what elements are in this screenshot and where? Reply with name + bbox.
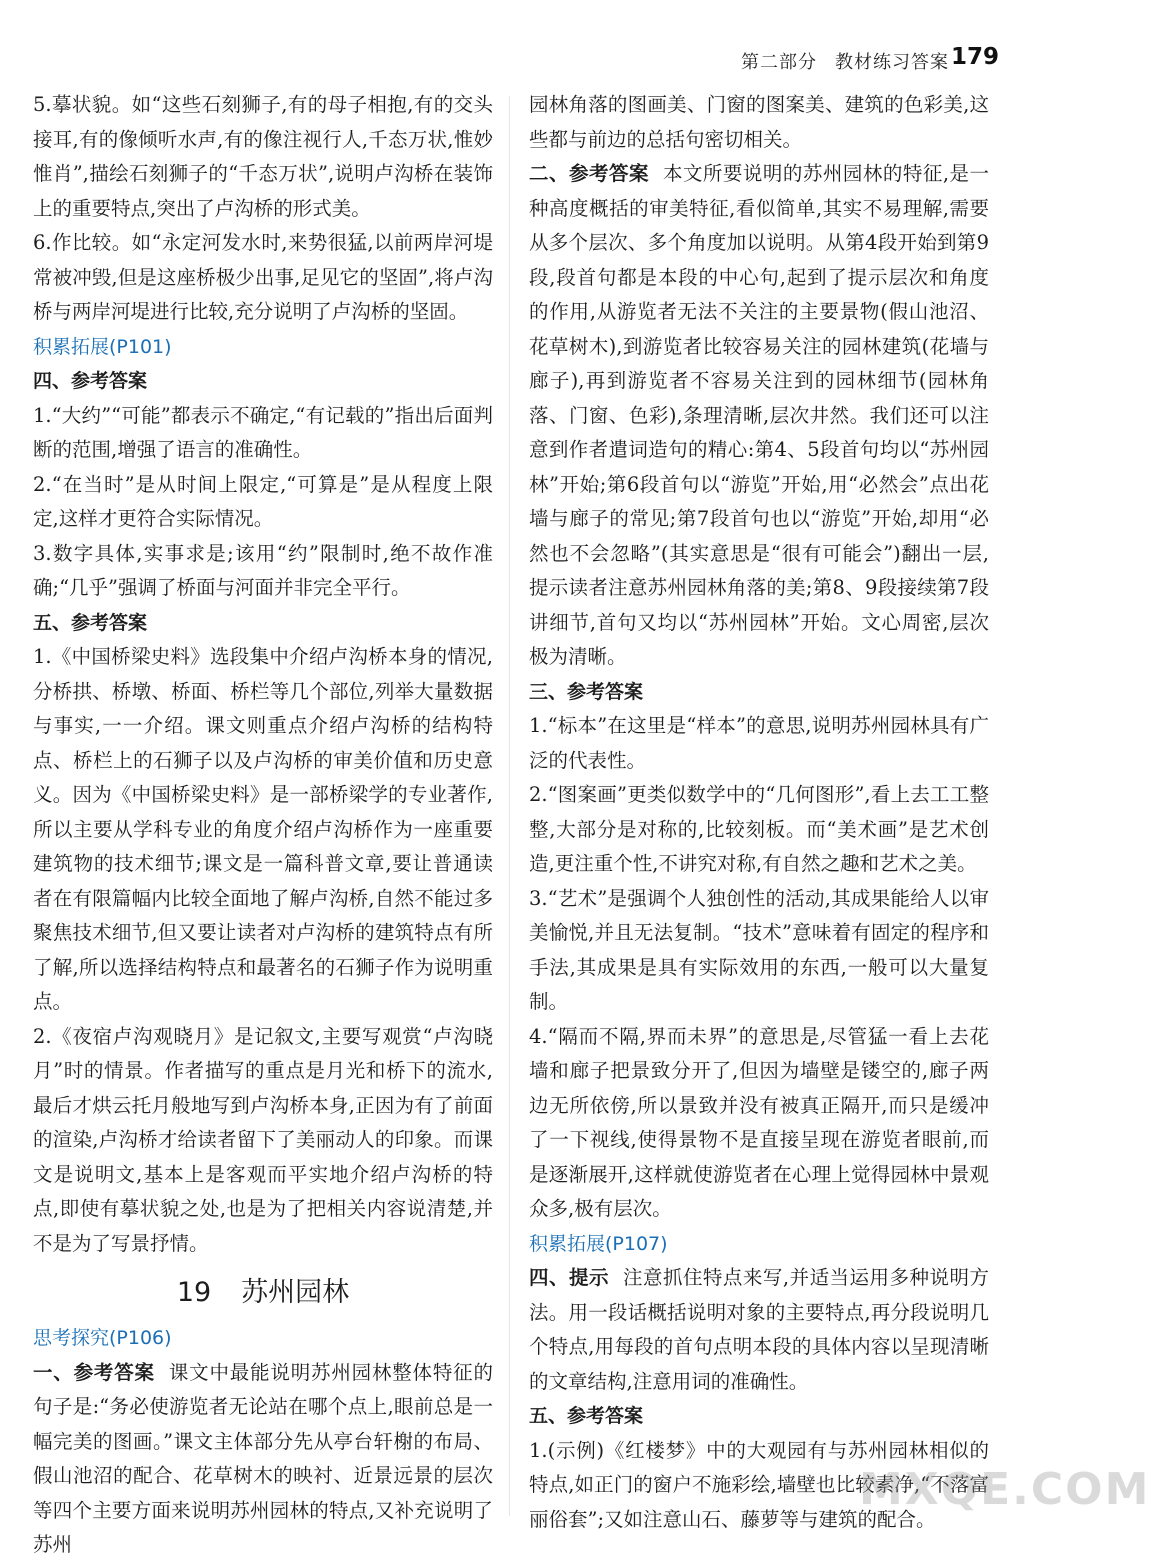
paragraph: 3.数字具体,实事求是;该用“约”限制时,绝不故作准确;“几乎”强调了桥面与河面并非完全平行。	[33, 541, 493, 599]
answer-heading: 一、参考答案	[33, 1360, 155, 1384]
paragraph: 5.摹状貌。如“这些石刻狮子,有的母子相抱,有的交头接耳,有的像倾听水声,有的像注视行人,千态万状,惟妙惟肖”,描绘石刻狮子的“千态万状”,说明卢沟桥在装饰上的重要特点,突出了卢沟桥的形式美。	[33, 93, 493, 220]
paragraph: 1.“标本”在这里是“样本”的意思,说明苏州园林具有广泛的代表性。	[529, 714, 989, 772]
paragraph	[33, 1356, 493, 1563]
paragraph	[529, 157, 989, 675]
left-column	[33, 88, 493, 1563]
section-label: 教材练习答案	[835, 52, 949, 73]
paragraph: 1.《中国桥梁史料》选段集中介绍卢沟桥本身的情况,分桥拱、桥墩、桥面、桥栏等几个部位,列举大量数据与事实,一一介绍。课文则重点介绍卢沟桥的结构特点、桥栏上的石狮子以及卢沟桥的审美价值和历史意义。因为《中国桥梁史料》是一部桥梁学的专业著作,所以主要从学科专业的角度介绍卢沟桥作为一座重要建筑物的技术细节;课文是一篇科普文章,要让普通读者在有限篇幅内比较全面地了解卢沟桥,自然不能过多聚焦技术细节,但又要让读者对卢沟桥的建筑特点有所了解,所以选择结构特点和最著名的石狮子作为说明重点。	[33, 645, 493, 1013]
paragraph-text: 注意抓住特点来写,并适当运用多种说明方法。用一段话概括说明对象的主要特点,再分段说明几个特点,用每段的首句点明本段的具体内容以呈现清晰的文章结构,注意用词的准确性。	[529, 1266, 989, 1393]
paragraph-text: 课文中最能说明苏州园林整体特征的句子是:“务必使游览者无论站在哪个点上,眼前总是一幅完美的图画。”课文主体部分先从亭台轩榭的布局、假山池沼的配合、花草树木的映衬、近景远景的层次等四个主要方面来说明苏州园林的特点,又补充说明了苏州	[33, 1360, 493, 1556]
paragraph: 4.“隔而不隔,界而未界”的意思是,尽管猛一看上去花墙和廊子把景致分开了,但因为墙壁是镂空的,廊子两边无所依傍,所以景致并没有被真正隔开,而只是缓冲了一下视线,使得景物不是直接呈现在游览者眼前,而是逐渐展开,这样就使游览者在心理上觉得园林中景观众多,极有层次。	[529, 1024, 989, 1220]
answer-heading: 五、参考答案	[529, 1405, 644, 1427]
paragraph: 1.(示例)《红楼梦》中的大观园有与苏州园林相似的特点,如正门的窗户不施彩绘,墙壁也比较素净,“不落富丽俗套”;又如注意山石、藤萝等与建筑的配合。	[529, 1438, 989, 1531]
paragraph	[529, 1261, 989, 1399]
page-number: 179	[950, 44, 999, 70]
running-head	[741, 48, 949, 74]
right-column	[529, 88, 989, 1537]
answer-heading: 五、参考答案	[33, 611, 148, 634]
page-header	[0, 0, 1057, 82]
part-label: 第二部分	[741, 52, 817, 73]
column-divider	[509, 96, 510, 1516]
lesson-name: 苏州园林	[241, 1277, 350, 1308]
answer-heading: 四、参考答案	[33, 370, 148, 392]
watermark: MXQE.COM	[859, 1464, 1150, 1515]
section-label-explore: 思考探究(P106)	[33, 1327, 172, 1349]
section-label-accumulate: 积累拓展(P107)	[529, 1232, 668, 1255]
section-label-accumulate: 积累拓展(P101)	[33, 335, 172, 358]
answer-heading: 四、提示	[529, 1266, 609, 1289]
paragraph: 2.“图案画”更类似数学中的“几何图形”,看上去工工整整,大部分是对称的,比较刻板。而“美术画”是艺术创造,更注重个性,不讲究对称,有自然之趣和艺术之美。	[529, 783, 989, 875]
paragraph: 2.《夜宿卢沟观晓月》是记叙文,主要写观赏“卢沟晓月”时的情景。作者描写的重点是月光和桥下的流水,最后才烘云托月般地写到卢沟桥本身,正因为有了前面的渲染,卢沟桥才给读者留下了美丽动人的印象。而课文是说明文,基本上是客观而平实地介绍卢沟桥的特点,即使有摹状貌之处,也是为了把相关内容说清楚,并不是为了写景抒情。	[33, 1024, 493, 1255]
paragraph: 园林角落的图画美、门窗的图案美、建筑的色彩美,这些都与前边的总括句密切相关。	[529, 93, 989, 151]
paragraph-text: 本文所要说明的苏州园林的特征,是一种高度概括的审美特征,看似简单,其实不易理解,需要从多个层次、多个角度加以说明。从第4段开始到第9段,段首句都是本段的中心句,起到了提示层次和角度的作用,从游览者无法不关注的主要景物(假山池沼、花草树木),到游览者比较容易关注的园林建筑(花墙与廊子),再到游览者不容易关注到的园林细节(园林角落、门窗、色彩),条理清晰,层次井然。我们还可以注意到作者遣词造句的精心:第4、5段首句均以“苏州园林”开始;第6段首句以“游览”开始,用“必然会”点出花墙与廊子的常见;第7段首句也以“游览”开始,却用“必然也不会忽略”(其实意思是“很有可能会”)翻出一层,提示读者注意苏州园林角落的美;第8、9段接续第7段讲细节,首句又均以“苏州园林”开始。文心周密,层次极为清晰。	[529, 162, 989, 668]
paragraph: 6.作比较。如“永定河发水时,来势很猛,以前两岸河堤常被冲毁,但是这座桥极少出事,足见它的坚固”,将卢沟桥与两岸河堤进行比较,充分说明了卢沟桥的坚固。	[33, 231, 493, 323]
answer-heading: 三、参考答案	[529, 680, 644, 703]
paragraph: 3.“艺术”是强调个人独创性的活动,其成果能给人以审美愉悦,并且无法复制。“技术”意味着有固定的程序和手法,其成果是具有实际效用的东西,一般可以大量复制。	[529, 886, 989, 1013]
lesson-title	[33, 1273, 493, 1313]
answer-heading: 二、参考答案	[529, 162, 649, 185]
paragraph: 2.“在当时”是从时间上限定,“可算是”是从程度上限定,这样才更符合实际情况。	[33, 472, 493, 530]
paragraph: 1.“大约”“可能”都表示不确定,“有记载的”指出后面判断的范围,增强了语言的准确性。	[33, 403, 493, 461]
lesson-number: 19	[176, 1277, 212, 1308]
